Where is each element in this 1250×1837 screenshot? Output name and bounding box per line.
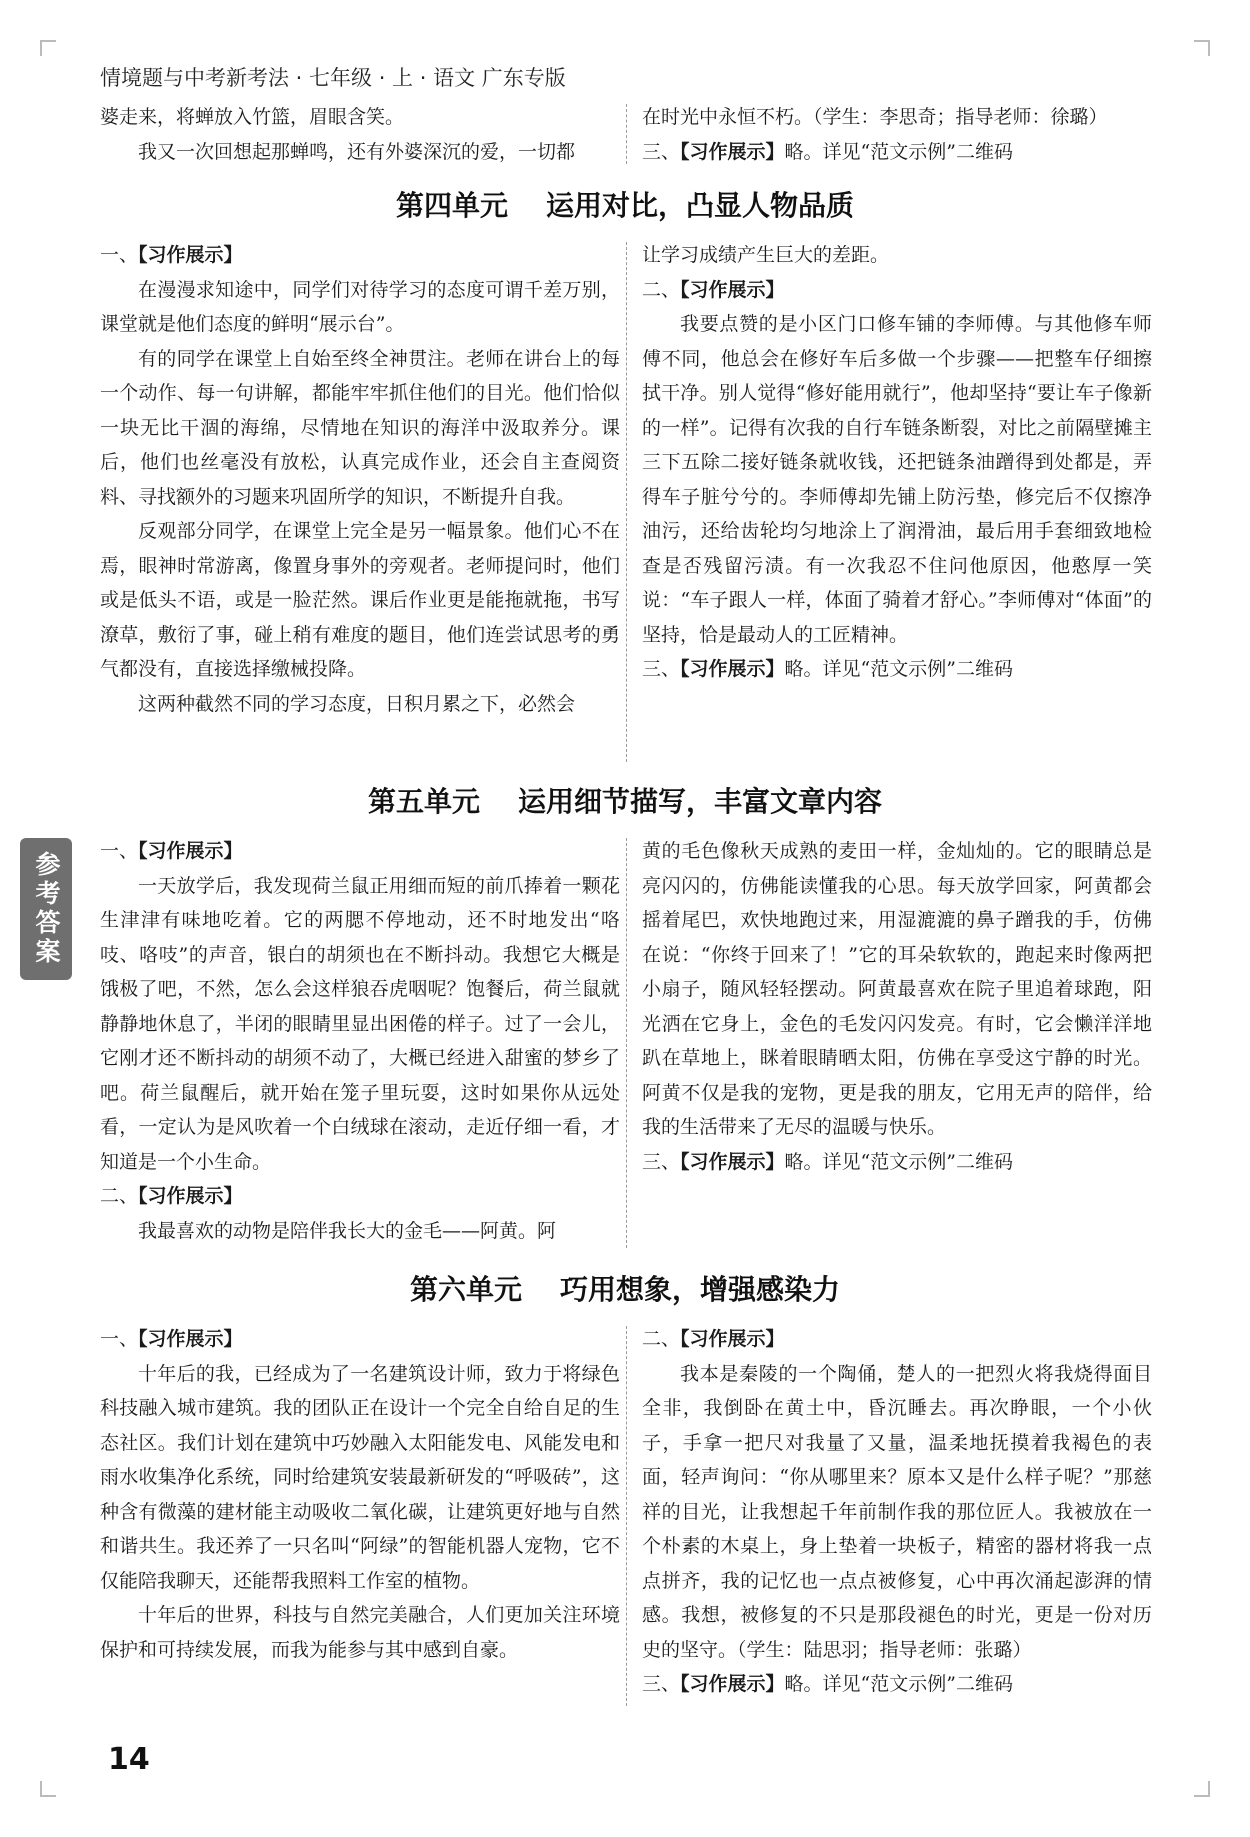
unit-5-left-column: [100, 834, 620, 1248]
section-three: 三、【习作展示】略。详见“范文示例”二维码: [642, 1673, 1013, 1695]
column-divider: [626, 104, 627, 164]
section-three: 三、【习作展示】略。详见“范文示例”二维码: [642, 1150, 1013, 1173]
section-heading: 一、【习作展示】: [100, 840, 243, 862]
unit-6-left-column: [100, 1322, 620, 1667]
section-heading: 一、【习作展示】: [100, 1328, 243, 1350]
paragraph: 这两种截然不同的学习态度，日积月累之下，必然会: [138, 692, 576, 715]
paragraph: 我本是秦陵的一个陶俑，楚人的一把烈火将我烧得面目全非，我倒卧在黄土中，昏沉睡去。再次睁眼，一个小伙子，手拿一把尺对我量了又量，温柔地抚摸着我褐色的表面，轻声询问：“你从哪里来？原本又是什么样子呢？”那慈祥的目光，让我想起千年前制作我的那位匠人。我被放在一个朴素的木桌上，身上垫着一块板子，精密的器材将我一点点拼齐，我的记忆也一点点被修复，心中再次涌起澎湃的情感。我想，被修复的不只是那段褪色的时光，更是一份对历史的坚守。（学生：陆思羽；指导老师：张璐）: [642, 1362, 1152, 1661]
paragraph: 黄的毛色像秋天成熟的麦田一样，金灿灿的。它的眼睛总是亮闪闪的，仿佛能读懂我的心思。每天放学回家，阿黄都会摇着尾巴，欢快地跑过来，用湿漉漉的鼻子蹭我的手，仿佛在说：“你终于回来了！”它的耳朵软软的，跑起来时像两把小扇子，随风轻轻摆动。阿黄最喜欢在院子里追着球跑，阳光洒在它身上，金色的毛发闪闪发亮。有时，它会懒洋洋地趴在草地上，眯着眼睛晒太阳，仿佛在享受这宁静的时光。阿黄不仅是我的宠物，更是我的朋友，它用无声的陪伴，给我的生活带来了无尽的温暖与快乐。: [642, 840, 1152, 1138]
paragraph: 我最喜欢的动物是陪伴我长大的金毛——阿黄。阿: [138, 1219, 557, 1242]
unit-6-right-column: [642, 1322, 1152, 1702]
paragraph: 在时光中永恒不朽。（学生：李思奇；指导老师：徐璐）: [642, 106, 1108, 128]
section-three: 三、【习作展示】略。详见“范文示例”二维码: [642, 658, 1013, 680]
paragraph: 在漫漫求知途中，同学们对待学习的态度可谓千差万别，课堂就是他们态度的鲜明“展示台”。: [100, 278, 620, 335]
crop-mark-top-left: [40, 40, 56, 56]
section-heading: 一、【习作展示】: [100, 244, 243, 266]
paragraph: 反观部分同学，在课堂上完全是另一幅景象。他们心不在焉，眼神时常游离，像置身事外的旁观者。老师提问时，他们或是低头不语，或是一脸茫然。课后作业更是能拖就拖，书写潦草，敷衍了事，碰上稍有难度的题目，他们连尝试思考的勇气都没有，直接选择缴械投降。: [100, 520, 620, 680]
paragraph: 让学习成绩产生巨大的差距。: [642, 244, 890, 266]
paragraph: 有的同学在课堂上自始至终全神贯注。老师在讲台上的每一个动作、每一句讲解，都能牢牢抓住他们的目光。他们恰似一块无比干涸的海绵，尽情地在知识的海洋中汲取养分。课后，他们也丝毫没有放松，认真完成作业，还会自主查阅资料、寻找额外的习题来巩固所学的知识，不断提升自我。: [100, 347, 620, 508]
top-left-column: [100, 100, 620, 169]
column-divider: [626, 1326, 627, 1706]
paragraph: 我要点赞的是小区门口修车铺的李师傅。与其他修车师傅不同，他总会在修好车后多做一个步骤——把整车仔细擦拭干净。别人觉得“修好能用就行”，他却坚持“要让车子像新的一样”。记得有次我的自行车链条断裂，对比之前隔壁摊主三下五除二接好链条就收钱，还把链条油蹭得到处都是，弄得车子脏兮兮的。李师傅却先铺上防污垫，修完后不仅擦净油污，还给齿轮均匀地涂上了润滑油，最后用手套细致地检查是否残留污渍。有一次我忍不住问他原因，他憨厚一笑说：“车子跟人一样，体面了骑着才舒心。”李师傅对“体面”的坚持，恰是最动人的工匠精神。: [642, 313, 1152, 646]
unit-6-title: 第六单元 巧用想象，增强感染力: [409, 1273, 841, 1306]
crop-mark-bottom-right: [1194, 1781, 1210, 1797]
section-heading: 二、【习作展示】: [100, 1185, 243, 1207]
paragraph: 我又一次回想起那蝉鸣，还有外婆深沉的爱，一切都: [138, 140, 576, 163]
unit-4-left-column: [100, 238, 620, 721]
section-heading: 二、【习作展示】: [642, 278, 785, 301]
answer-side-tab: 参考答案: [20, 838, 72, 980]
unit-4-title: 第四单元 运用对比，凸显人物品质: [395, 189, 855, 222]
section-three: 三、【习作展示】略。详见“范文示例”二维码: [642, 140, 1013, 163]
paragraph: 十年后的我，已经成为了一名建筑设计师，致力于将绿色科技融入城市建筑。我的团队正在设计一个完全自给自足的生态社区。我们计划在建筑中巧妙融入太阳能发电、风能发电和雨水收集净化系统，同时给建筑安装最新研发的“呼吸砖”，这种含有微藻的建材能主动吸收二氧化碳，让建筑更好地与自然和谐共生。我还养了一只名叫“阿绿”的智能机器人宠物，它不仅能陪我聊天，还能帮我照料工作室的植物。: [100, 1362, 620, 1592]
section-heading: 二、【习作展示】: [642, 1328, 785, 1350]
top-right-column: [642, 100, 1152, 169]
crop-mark-bottom-left: [40, 1781, 56, 1797]
unit-5-right-column: [642, 834, 1152, 1179]
paragraph: 一天放学后，我发现荷兰鼠正用细而短的前爪捧着一颗花生津津有味地吃着。它的两腮不停地动，还不时地发出“咯吱、咯吱”的声音，银白的胡须也在不断抖动。我想它大概是饿极了吧，不然，怎么会这样狼吞虎咽呢？饱餐后，荷兰鼠就静静地休息了，半闭的眼睛里显出困倦的样子。过了一会儿，它刚才还不断抖动的胡须不动了，大概已经进入甜蜜的梦乡了吧。荷兰鼠醒后，就开始在笼子里玩耍，这时如果你从远处看，一定认为是风吹着一个白绒球在滚动，走近仔细一看，才知道是一个小生命。: [100, 874, 620, 1173]
column-divider: [626, 242, 627, 762]
crop-mark-top-right: [1194, 40, 1210, 56]
column-divider: [626, 838, 627, 1248]
paragraph: 十年后的世界，科技与自然完美融合，人们更加关注环境保护和可持续发展，而我为能参与其中感到自豪。: [100, 1604, 620, 1661]
page-number: 14: [108, 1742, 150, 1777]
unit-4-right-column: [642, 238, 1152, 687]
page-header: 情境题与中考新考法 · 七年级 · 上 · 语文 广东专版: [100, 66, 566, 90]
unit-5-title: 第五单元 运用细节描写，丰富文章内容: [367, 785, 883, 818]
paragraph: 婆走来，将蝉放入竹篮，眉眼含笑。: [100, 106, 405, 128]
